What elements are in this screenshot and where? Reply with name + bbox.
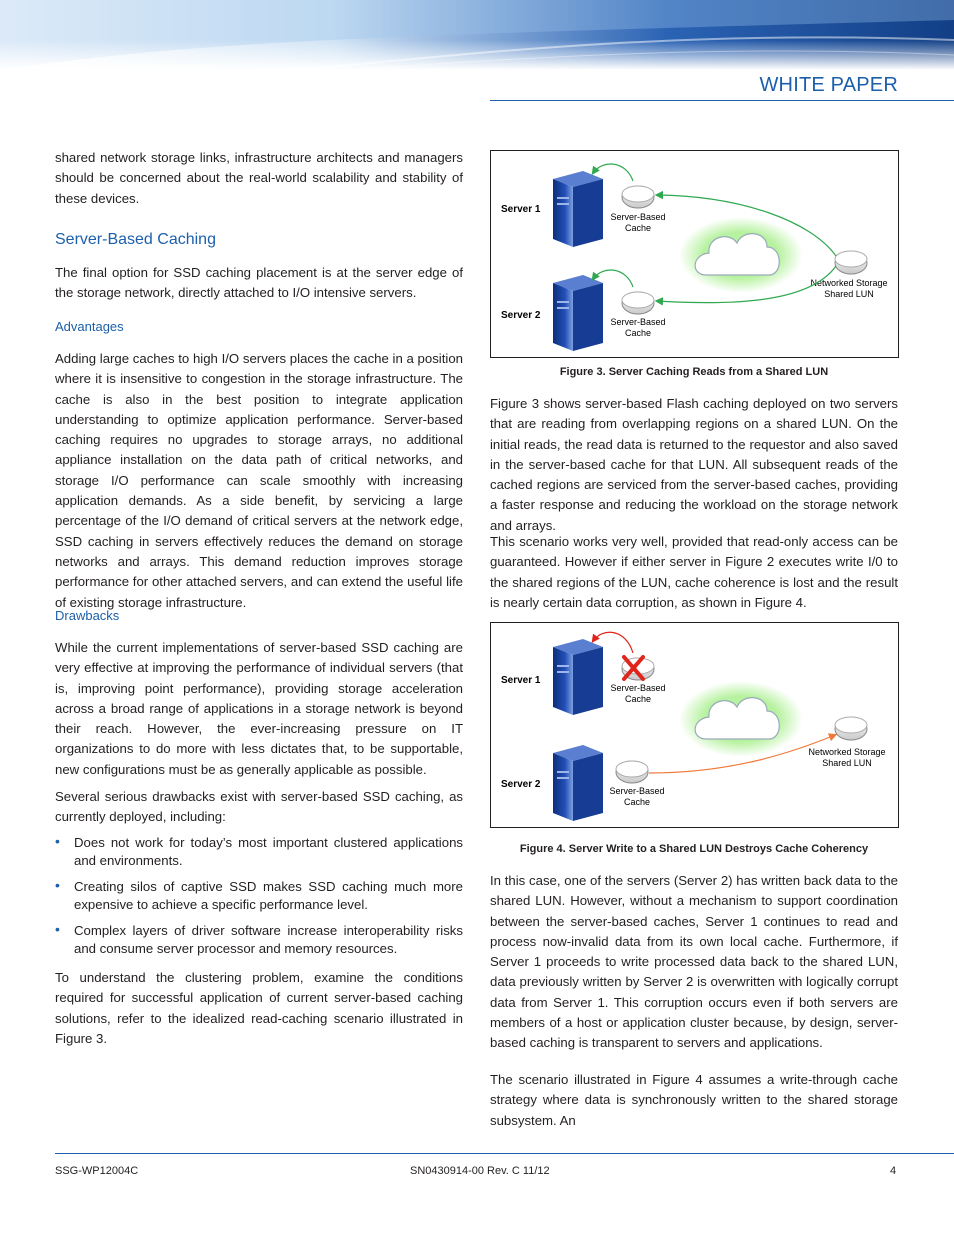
drawbacks-paragraph: While the current implementations of server-based SSD caching are very effective at improving the performance of individual servers (that is, improving point performance), providing storage acceleration across a broad range of applications in a storage network is beyond their reach. However, the ever-increasing pressure on IT organizations to do more with less dictates that, to be supportable, new configurations must be as generally applicable as possible. — [55, 640, 463, 777]
cache-2-icon — [622, 292, 654, 314]
advantages-paragraph: Adding large caches to high I/O servers places the cache in a position where it is insensitive to congestion in the storage infrastructure. The cache is also in the best position to integrate application understanding to optimize application performance. Server-based caching requires no upgrades to storage arrays, no additional appliance installation on the data path of critical networks, and storage I/O performance can scale smoothly with increasing application demands. As a side benefit, by servicing a large percentage of the I/O demand of critical servers at the network edge, SSD caching in servers effectively reduces the demand on storage networks and arrays. This demand reduction improves storage performance for other attached servers, and can extend the useful life of existing storage infrastructure. — [55, 351, 463, 610]
network-cloud-icon — [679, 217, 803, 293]
drawbacks-lead: Several serious drawbacks exist with server-based SSD caching, as currently deployed, including: — [55, 789, 463, 825]
section-heading: Server-Based Caching — [55, 231, 216, 248]
advantages-heading: Advantages — [55, 319, 124, 334]
cache-1-label-line2: Cache — [624, 694, 652, 704]
shared-lun-icon — [835, 251, 867, 274]
cache-2-label-line1: Server-Based — [610, 317, 666, 327]
list-item-text: Complex layers of driver software increase interoperability risks and consume server processor and memory resources. — [74, 923, 463, 956]
server-2-label: Server 2 — [501, 310, 541, 321]
right-paragraph-1: Figure 3 shows server-based Flash caching deployed on two servers that are reading from overlapping regions on a shared LUN. On the initial reads, the read data is returned to the requestor and also saved in the server-based cache for that LUN. All subsequent reads of the cached regions are serviced from the server-based caches, providing a faster response and reducing the workload on the storage network and arrays. — [490, 396, 898, 533]
list-item — [55, 834, 463, 870]
shared-lun-label-line1: Networked Storage — [810, 278, 888, 288]
cache-2-icon — [616, 761, 648, 783]
shared-lun-label-line2: Shared LUN — [822, 758, 872, 768]
footer-page-number: 4 — [890, 1165, 897, 1177]
cache-2-label-line2: Cache — [624, 328, 652, 338]
shared-lun-label-line1: Networked Storage — [808, 747, 886, 757]
server-1-icon — [553, 171, 603, 247]
cache-2-label-line2: Cache — [623, 797, 651, 807]
header-title: WHITE PAPER — [759, 74, 898, 96]
shared-lun-label-line2: Shared LUN — [824, 289, 874, 299]
right-paragraph-3: In this case, one of the servers (Server 2) has written back data to the shared LUN. However, without a mechanism to support coordination between the server-based caches, Server 1 continues to read and process now-invalid data from its own local cache. Furthermore, if Server 1 proceeds to write processed data back to the shared LUN, data previously written by Server 2 is overwritten with logically corrupt data from Server 1. This corruption occurs even if both servers are members of a host or application cluster because, by design, server-based caching is transparent to servers and applications. — [490, 873, 898, 1051]
cache-2-label-line1: Server-Based — [609, 786, 665, 796]
cache-1-icon — [622, 186, 654, 208]
bullet-icon: • — [55, 833, 60, 849]
bullet-icon: • — [55, 877, 60, 893]
server-2-icon — [553, 275, 603, 351]
cache-1-label-line1: Server-Based — [610, 683, 666, 693]
shared-lun-icon — [835, 717, 867, 740]
server-1-label: Server 1 — [501, 204, 541, 215]
figure-4-caption: Figure 4. Server Write to a Shared LUN Destroys Cache Coherency — [519, 843, 869, 855]
list-item — [55, 878, 463, 914]
header-rule — [490, 100, 954, 101]
drawbacks-list — [55, 834, 463, 966]
header-banner — [0, 0, 954, 110]
intro-paragraph: shared network storage links, infrastructure architects and managers should be concerned about the real-world scalability and stability of these devices. — [55, 150, 463, 206]
section-intro: The final option for SSD caching placement is at the server edge of the storage network, directly attached to I/O intensive servers. — [55, 265, 463, 301]
server-1-label: Server 1 — [501, 675, 541, 686]
right-paragraph-4: The scenario illustrated in Figure 4 assumes a write-through cache strategy where data is synchronously written to the shared storage subsystem. An — [490, 1072, 898, 1128]
list-item-text: Creating silos of captive SSD makes SSD caching much more expensive to achieve a specific performance level. — [74, 879, 463, 912]
list-item-text: Does not work for today’s most important clustered applications and environments. — [74, 835, 463, 868]
figure-3 — [490, 150, 899, 358]
cache-1-label-line1: Server-Based — [610, 212, 666, 222]
network-cloud-icon — [679, 681, 803, 757]
bullet-icon: • — [55, 921, 60, 937]
figure-4 — [490, 622, 899, 828]
server-2-icon — [553, 745, 603, 821]
footer-serial: SN0430914-00 Rev. C 11/12 — [410, 1165, 550, 1177]
footer-doc-id: SSG-WP12004C — [55, 1165, 139, 1177]
figure-3-caption: Figure 3. Server Caching Reads from a Shared LUN — [559, 366, 829, 378]
footer-rule — [55, 1153, 954, 1154]
server-1-icon — [553, 639, 603, 715]
list-item — [55, 922, 463, 958]
drawbacks-heading: Drawbacks — [55, 608, 120, 623]
figure-4-diagram — [491, 623, 898, 827]
figure-3-diagram — [491, 151, 898, 357]
closing-paragraph: To understand the clustering problem, examine the conditions required for successful application of current server-based caching solutions, refer to the idealized read-caching scenario illustrated in Figure 3. — [55, 970, 463, 1046]
right-paragraph-2: This scenario works very well, provided that read-only access can be guaranteed. However if either server in Figure 2 executes write I/0 to the shared regions of the LUN, cache coherence is lost and the result is nearly certain data corruption, as shown in Figure 4. — [490, 534, 898, 610]
cache-1-label-line2: Cache — [624, 223, 652, 233]
server-2-label: Server 2 — [501, 779, 541, 790]
